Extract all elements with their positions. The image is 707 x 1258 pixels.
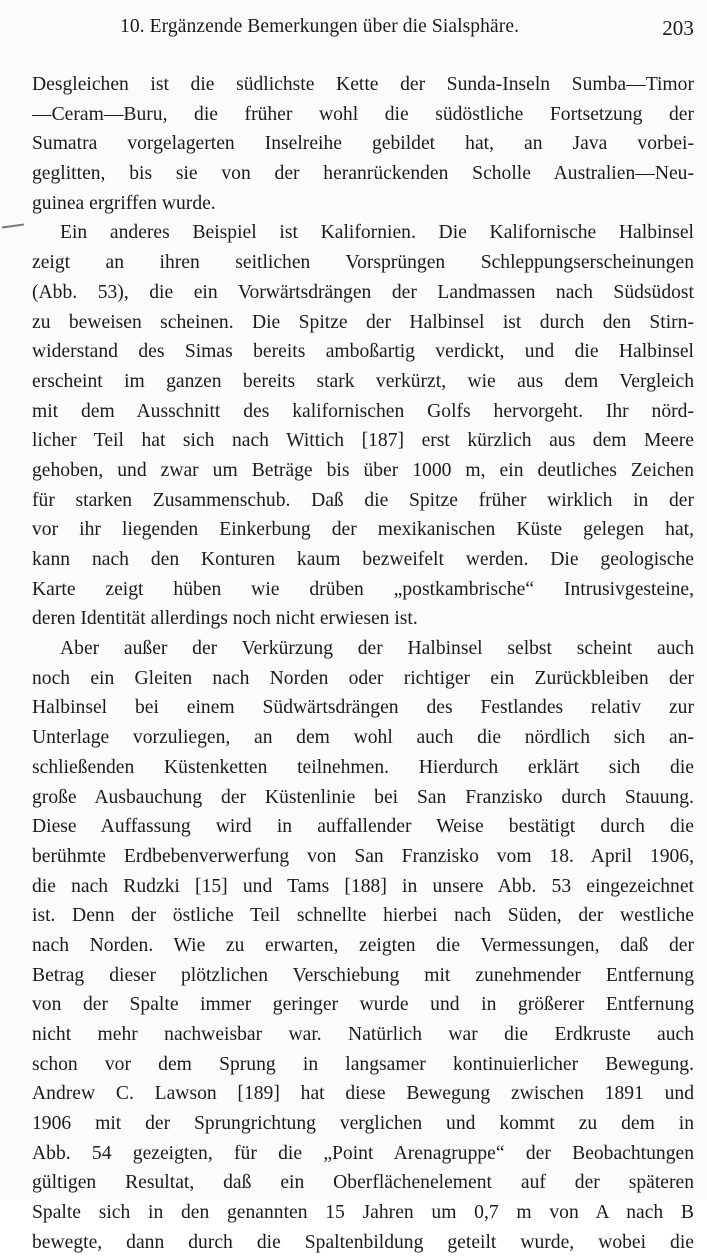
text-line: licher Teil hat sich nach Wittich [187] erst kürzlich aus dem Meere <box>32 430 694 452</box>
text-line: schließenden Küstenketten teilnehmen. Hierdurch erklärt sich die <box>32 756 694 778</box>
body-text <box>32 70 694 1258</box>
text-line: (Abb. 53), die ein Vorwärtsdrängen der Landmassen nach Südsüdost <box>32 281 694 303</box>
text-line: die nach Rudzki [15] und Tams [188] in unsere Abb. 53 eingezeichnet <box>32 875 694 897</box>
text-line: große Ausbauchung der Küstenlinie bei San Franzisko durch Stauung. <box>32 786 694 808</box>
text-line: nach Norden. Wie zu erwarten, zeigten die Vermessungen, daß der <box>32 934 694 956</box>
text-line: widerstand des Simas bereits amboßartig verdickt, und die Halbinsel <box>32 341 694 363</box>
text-line: erscheint im ganzen bereits stark verkürzt, wie aus dem Vergleich <box>32 370 694 392</box>
text-line: gültigen Resultat, daß ein Oberflächenelement auf der späteren <box>32 1172 694 1194</box>
text-line: Karte zeigt hüben wie drüben „postkambrische“ Intrusivgesteine, <box>32 578 694 600</box>
page-number: 203 <box>662 16 694 40</box>
text-line: kann nach den Konturen kaum bezweifelt werden. Die geologische <box>32 549 694 570</box>
text-line: Diese Auffassung wird in auffallender Weise bestätigt durch die <box>32 816 694 838</box>
text-line: Halbinsel bei einem Südwärtsdrängen des Festlandes relativ zur <box>32 697 694 719</box>
text-line: Spalte sich in den genannten 15 Jahren um 0,7 m von A nach B <box>32 1202 694 1224</box>
text-line: ist. Denn der östliche Teil schnellte hierbei nach Süden, der westliche <box>32 905 694 927</box>
text-line: deren Identität allerdings noch nicht erwiesen ist. <box>32 608 418 630</box>
text-line: Ein anderes Beispiel ist Kalifornien. Die Kalifornische Halbinsel <box>60 222 694 244</box>
text-line: mit dem Ausschnitt des kalifornischen Golfs hervorgeht. Ihr nörd- <box>32 400 694 422</box>
text-line: Andrew C. Lawson [189] hat diese Bewegung zwischen 1891 und <box>32 1083 694 1105</box>
text-line: —Ceram—Buru, die früher wohl die südöstliche Fortsetzung der <box>32 103 694 125</box>
text-line: guinea ergriffen wurde. <box>32 192 216 214</box>
text-line: Desgleichen ist die südlichste Kette der Sunda-Inseln Sumba—Timor <box>32 74 694 95</box>
text-line: gehoben, und zwar um Beträge bis über 1000 m, ein deutliches Zeichen <box>32 459 694 481</box>
margin-mark <box>2 223 24 228</box>
chapter-title: 10. Ergänzende Bemerkungen über die Sialsphäre. <box>120 16 520 37</box>
running-header <box>120 16 698 46</box>
text-line: schon vor dem Sprung in langsamer kontinuierlicher Bewegung. <box>32 1053 694 1075</box>
text-line: noch ein Gleiten nach Norden oder richtiger ein Zurückbleiben der <box>32 667 694 689</box>
text-line: Betrag dieser plötzlichen Verschiebung mit zunehmender Entfernung <box>32 964 694 986</box>
text-line: Unterlage vorzuliegen, an dem wohl auch die nördlich sich an- <box>32 727 694 749</box>
text-line: nicht mehr nachweisbar war. Natürlich war die Erdkruste auch <box>32 1024 694 1045</box>
text-line: Abb. 54 gezeigten, für die „Point Arenagruppe“ der Beobachtungen <box>32 1142 694 1164</box>
text-line: 1906 mit der Sprungrichtung verglichen und kommt zu dem in <box>32 1113 694 1135</box>
text-line: vor ihr liegenden Einkerbung der mexikanischen Küste gelegen hat, <box>32 519 694 541</box>
text-line: zu beweisen scheinen. Die Spitze der Halbinsel ist durch den Stirn- <box>32 311 694 333</box>
text-line: zeigt an ihren seitlichen Vorsprüngen Schleppungserscheinungen <box>32 252 694 274</box>
text-line: Aber außer der Verkürzung der Halbinsel selbst scheint auch <box>60 638 694 660</box>
text-line: berühmte Erdbebenverwerfung von San Franzisko vom 18. April 1906, <box>32 845 694 867</box>
text-line: Sumatra vorgelagerten Inselreihe gebildet hat, an Java vorbei- <box>32 133 694 155</box>
text-line: geglitten, bis sie von der heranrückenden Scholle Australien—Neu- <box>32 163 694 185</box>
text-line: für starken Zusammenschub. Daß die Spitze früher wirklich in der <box>32 489 694 511</box>
text-line: von der Spalte immer geringer wurde und in größerer Entfernung <box>32 994 694 1016</box>
text-line: bewegte, dann durch die Spaltenbildung geteilt wurde, wobei die <box>32 1231 694 1253</box>
